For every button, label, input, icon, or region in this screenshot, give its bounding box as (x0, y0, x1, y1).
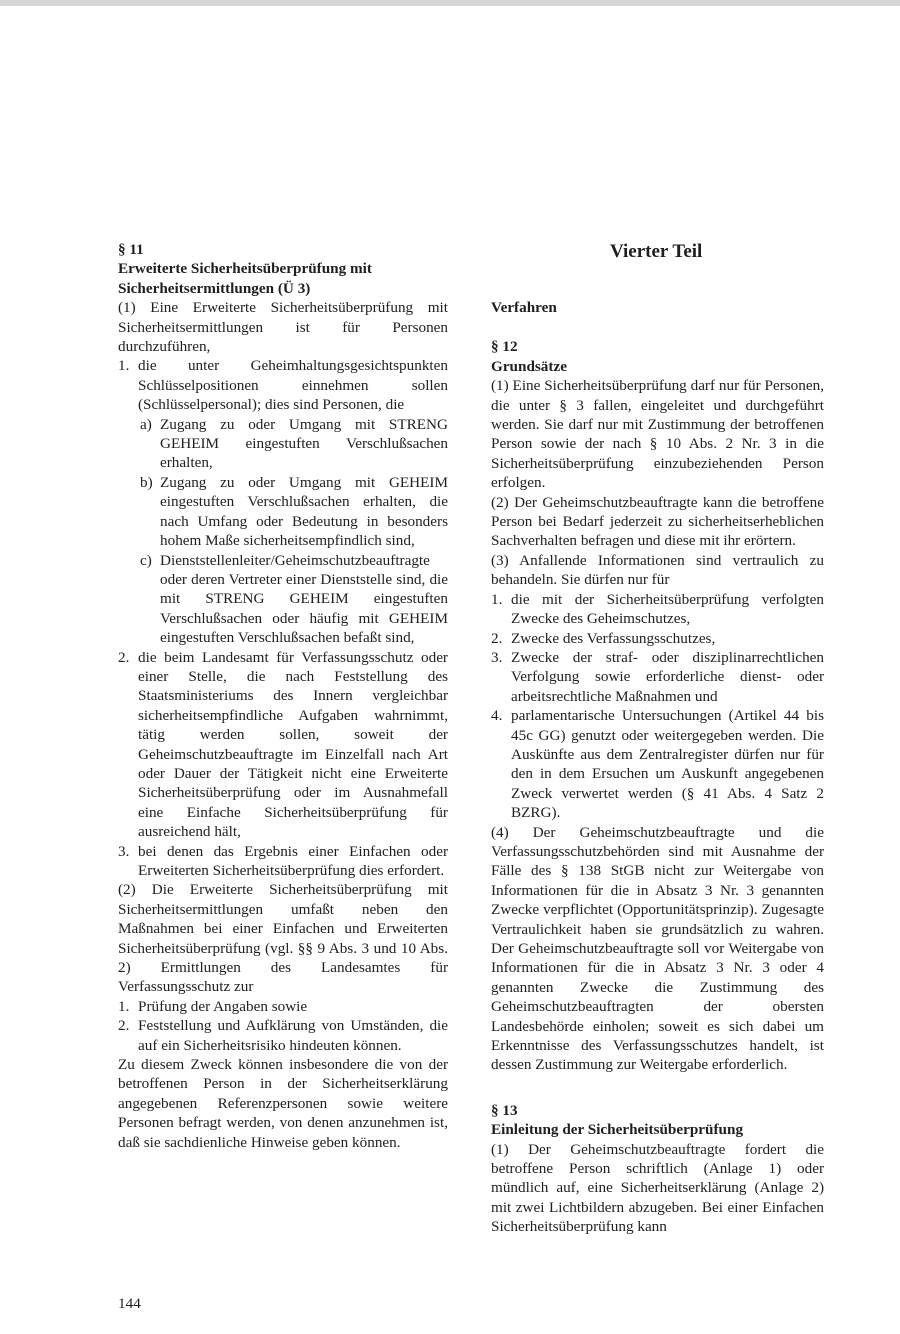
list-item-text: die unter Geheimhaltungsgesichtspunkten Schlüsselpositionen einnehmen sollen (Schlüsselpersonal); dies sind Personen, die (138, 357, 448, 414)
sub-list-item-text: Dienststellenleiter/Geheimschutzbeauftragte oder deren Vertreter einer Dienststelle sind, die mit STRENG GEHEIM eingestuften Verschlußsachen oder häufig mit GEHEIM eingestuften Verschlußsachen befaßt sind, (160, 551, 448, 647)
list-item-text: die mit der Sicherheitsüberprüfung verfolgten Zwecke des Geheimschutzes, (511, 590, 824, 628)
list-item-text: bei denen das Ergebnis einer Einfachen oder Erweiterten Sicherheitsüberprüfung dies erfordert. (138, 842, 448, 879)
section-12-paragraph-2: (2) Der Geheimschutzbeauftragte kann die betroffene Person bei Bedarf jederzeit zu sicherheitserheblichen Sachverhalten befragen und diese mit ihr erörtern. (491, 493, 824, 550)
list-item-text: Zwecke der straf- oder disziplinarrechtlichen Verfolgung sowie erforderliche dienst- oder arbeitsrechtliche Maßnahmen und (511, 648, 824, 705)
section-13-paragraph-1: (1) Der Geheimschutzbeauftragte fordert die betroffene Person schriftlich (Anlage 1) oder mündlich auf, eine Sicherheitserklärung (Anlage 2) mit zwei Lichtbildern abzugeben. Bei einer Einfachen Sicherheitsüberprüfung kann (491, 1140, 824, 1236)
section-11-paragraph-2: (2) Die Erweiterte Sicherheitsüberprüfung mit Sicherheitsermittlungen umfaßt neben den Maßnahmen bei einer Einfachen und Erweiterten Sicherheitsüberprüfung (vgl. §§ 9 Abs. 3 und 10 Abs. 2) Ermittlungen des Landesamtes für Verfassungsschutz zur (118, 881, 448, 996)
section-12-paragraph-3: (3) Anfallende Informationen sind vertraulich zu behandeln. Sie dürfen nur für (491, 551, 824, 589)
list-item-text: parlamentarische Untersuchungen (Artikel 44 bis 45c GG) genutzt oder weitergegeben werden. Die Auskünfte aus dem Zentralregister dürfen nur für den in dem Ersuchen um Auskunft angegebenen Zweck verwertet werden (§ 41 Abs. 4 Satz 2 BZRG). (511, 707, 824, 822)
list-item-number: 2. (118, 648, 130, 666)
sub-list-item (140, 551, 448, 648)
left-column (118, 240, 448, 1152)
list-item (491, 590, 824, 629)
sub-list-item-letter: c) (140, 551, 152, 569)
section-12-title: Grundsätze (491, 357, 567, 375)
list-item (491, 706, 824, 822)
list-item (118, 1016, 448, 1055)
list-item-number: 1. (491, 590, 503, 608)
section-11-title: Erweiterte Sicherheitsüberprüfung mit Sicherheitsermittlungen (Ü 3) (118, 260, 372, 297)
sub-list-item-text: Zugang zu oder Umgang mit STRENG GEHEIM eingestuften Verschlußsachen erhalten, (160, 415, 448, 472)
list-item (491, 629, 824, 648)
section-12-paragraph-4: (4) Der Geheimschutzbeauftragte und die Verfassungsschutzbehörden sind mit Ausnahme der Fälle des § 138 StGB nicht zur Weitergabe von Informationen für die in Absatz 3 Nr. 3 genannten Zwecke verpflichtet (Opportunitätsprinzip). Zugesagte Vertraulichkeit haben sie grundsätzlich zu wahren. Der Geheimschutzbeauftragte soll vor Weitergabe von Informationen für die in Absatz 3 Nr. 3 oder 4 genannten Zwecke die Zustimmung des Geheimschutzbeauftragten der obersten Landesbehörde einholen; soweit es sich dabei um Erkenntnisse des Verfassungsschutzes handelt, ist dessen Zustimmung zur Weitergabe erforderlich. (491, 823, 824, 1074)
part-subtitle: Verfahren (491, 299, 557, 316)
list-item (491, 648, 824, 706)
sub-list-item-letter: a) (140, 415, 152, 433)
section-13-number: § 13 (491, 1101, 518, 1119)
list-item-number: 1. (118, 997, 130, 1015)
list-item-text: Zwecke des Verfassungsschutzes, (511, 629, 716, 647)
list-item-number: 2. (491, 629, 503, 647)
list-item (118, 356, 448, 414)
sub-list-item (140, 473, 448, 551)
page-number: 144 (118, 1295, 141, 1312)
list-item (118, 997, 448, 1016)
section-11-paragraph-3: Zu diesem Zweck können insbesondere die von der betroffenen Person in der Sicherheitserklärung angegebenen Referenzpersonen sowie weitere Personen befragt werden, von denen anzunehmen ist, daß sie sachdienliche Hinweise geben können. (118, 1056, 448, 1151)
list-item-number: 3. (118, 842, 130, 860)
list-item-number: 3. (491, 648, 503, 666)
sub-list-item (140, 415, 448, 473)
list-item-number: 2. (118, 1017, 130, 1035)
list-item-text: Feststellung und Aufklärung von Umständen, die auf ein Sicherheitsrisiko hindeuten können. (138, 1017, 448, 1054)
sub-list-item-letter: b) (140, 473, 153, 491)
list-item-text: Prüfung der Angaben sowie (138, 997, 308, 1015)
list-item-number: 4. (491, 707, 503, 725)
sub-list-item-text: Zugang zu oder Umgang mit GEHEIM eingestuften Verschlußsachen erhalten, die nach Umfang oder Bedeutung in besonders hohem Maße sicherheitsempfindlich sind, (160, 473, 448, 550)
list-item (118, 842, 448, 881)
section-12-number: § 12 (491, 338, 518, 356)
section-11-paragraph-1: (1) Eine Erweiterte Sicherheitsüberprüfung mit Sicherheitsermittlungen ist für Personen durchzuführen, (118, 299, 448, 356)
section-12-paragraph-1: (1) Eine Sicherheitsüberprüfung darf nur für Personen, die unter § 3 fallen, eingeleitet und durchgeführt werden. Sie darf nur mit Zustimmung der betroffenen Person sowie der nach § 10 Abs. 2 Nr. 3 in die Sicherheitsüberprüfung einzubeziehenden Person erfolgen. (491, 377, 824, 492)
part-title: Vierter Teil (610, 241, 703, 262)
scan-top-edge (0, 0, 900, 6)
list-item (118, 648, 448, 842)
section-13-title: Einleitung der Sicherheitsüberprüfung (491, 1121, 744, 1139)
right-column (491, 240, 824, 1237)
list-item-number: 1. (118, 357, 130, 375)
section-11-number: § 11 (118, 241, 144, 258)
list-item-text: die beim Landesamt für Verfassungsschutz oder einer Stelle, die nach Feststellung des Staatsministeriums des Innern vergleichbar sicherheitsempfindliche Aufgaben wahrnimmt, tätig werden sollen, soweit der Geheimschutzbeauftragte im Einzelfall nach Art oder Dauer der Tätigkeit nicht eine Erweiterte Sicherheitsüberprüfung oder im Ausnahmefall eine Einfache Sicherheitsüberprüfung für ausreichend hält, (138, 648, 448, 841)
